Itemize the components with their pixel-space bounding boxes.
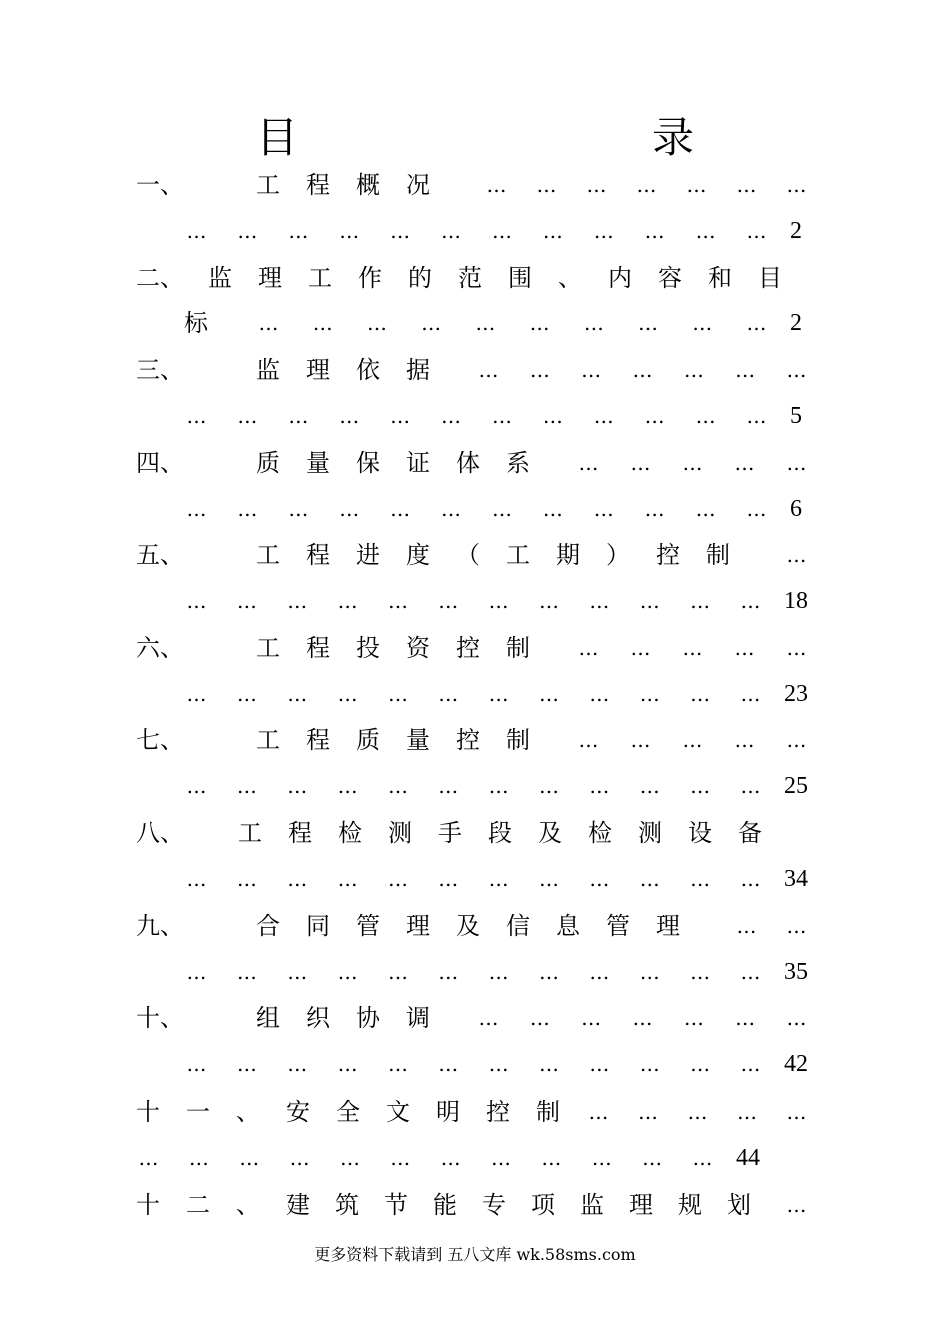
toc-page-number: 35 (784, 959, 808, 985)
toc-title: 目 录 (255, 113, 784, 162)
toc-entry-2-line-1 (136, 258, 808, 298)
toc-entry-8-line-2 (184, 859, 808, 899)
toc-entry-number: 十、 (136, 1004, 184, 1032)
leader-dots: … … … … … … … … … … … … (186, 219, 766, 243)
toc-entry-number: 十二、 (136, 1191, 286, 1219)
footer-note: 更多资料下载请到 五八文库 wk.58sms.com (314, 1245, 636, 1264)
toc-page-number: 34 (784, 866, 808, 892)
leader-dots: … … … … … … … (478, 1006, 806, 1030)
leader-dots: … … … … … … … … … … … … (186, 960, 760, 984)
toc-page-number: 18 (784, 588, 808, 614)
toc-entry-number: 一、 (136, 171, 184, 199)
toc-entry-text: 监理依据 (256, 356, 456, 384)
leader-dots: … (786, 543, 806, 567)
leader-dots: … … … … … … … … … … … … (138, 1146, 712, 1170)
leader-dots: … (786, 1193, 806, 1217)
leader-dots: … … … … … … … … … … … … (186, 589, 760, 613)
leader-dots: … … … … … … … … … … (258, 311, 766, 335)
toc-entry-number: 二、 (136, 264, 184, 292)
toc-entry-7-line-2 (184, 766, 808, 806)
toc-entry-12-line-1 (136, 1185, 808, 1225)
toc-page-number: 5 (790, 403, 802, 429)
toc-entry-text: 合同管理及信息管理 (256, 912, 706, 940)
toc-entry-number: 四、 (136, 449, 184, 477)
toc-page-number: 2 (790, 310, 802, 336)
toc-entry-11-line-1 (136, 1092, 808, 1132)
toc-entry-1-line-2 (184, 211, 808, 251)
toc-entry-text: 工程进度（工期）控制 (256, 541, 756, 569)
toc-entry-6-line-2 (184, 674, 808, 714)
toc-page-number: 25 (784, 773, 808, 799)
toc-entry-text: 质量保证体系 (256, 449, 556, 477)
toc-entry-9-line-1 (136, 906, 808, 946)
toc-entry-text: 工程概况 (256, 171, 456, 199)
toc-page-number: 44 (736, 1145, 760, 1171)
toc-entry-2-line-2 (184, 303, 808, 343)
leader-dots: … … … … … (578, 728, 806, 752)
toc-entry-number: 六、 (136, 634, 184, 662)
toc-entry-9-line-2 (184, 952, 808, 992)
leader-dots: … … … … … (578, 636, 806, 660)
leader-dots: … … … … … … … … … … … … (186, 867, 760, 891)
toc-entry-text: 组织协调 (256, 1004, 456, 1032)
toc-entry-text: 工程投资控制 (256, 634, 556, 662)
toc-entry-3-line-2 (184, 396, 808, 436)
toc-entry-text: 建筑节能专项监理规划 (286, 1191, 776, 1219)
toc-entry-text: 安全文明控制 (286, 1098, 586, 1126)
leader-dots: … … … … … … … … … … … … (186, 404, 766, 428)
toc-entry-number: 七、 (136, 726, 184, 754)
toc-entry-text: 监理工作的范围、内容和目 (208, 264, 808, 292)
toc-entry-number: 三、 (136, 356, 184, 384)
toc-entry-text: 工程检测手段及检测设备 (238, 819, 788, 847)
toc-entry-4-line-1 (136, 443, 808, 483)
leader-dots: … … … … … … … … … … … … (186, 774, 760, 798)
toc-entry-10-line-1 (136, 998, 808, 1038)
toc-page-number: 23 (784, 681, 808, 707)
toc-entry-8-line-1 (136, 813, 808, 853)
leader-dots: … … (736, 914, 806, 938)
leader-dots: … … … … … (588, 1100, 806, 1124)
toc-entry-number: 五、 (136, 541, 184, 569)
toc-entry-text: 工程质量控制 (256, 726, 556, 754)
toc-entry-text-continued: 标 (184, 309, 208, 337)
toc-entry-5-line-1 (136, 535, 808, 575)
leader-dots: … … … … … (578, 451, 806, 475)
toc-entry-5-line-2 (184, 581, 808, 621)
toc-page-number: 2 (790, 218, 802, 244)
toc-entry-11-line-2 (136, 1138, 760, 1178)
toc-entry-10-line-2 (184, 1044, 808, 1084)
toc-entry-6-line-1 (136, 628, 808, 668)
toc-entry-4-line-2 (184, 489, 808, 529)
toc-entry-1-line-1 (136, 165, 808, 205)
leader-dots: … … … … … … … (486, 173, 806, 197)
toc-entry-number: 九、 (136, 912, 184, 940)
toc-page-number: 42 (784, 1051, 808, 1077)
toc-entry-7-line-1 (136, 720, 808, 760)
toc-entry-number: 八、 (136, 819, 184, 847)
toc-entry-number: 十一、 (136, 1098, 286, 1126)
leader-dots: … … … … … … … … … … … … (186, 682, 760, 706)
leader-dots: … … … … … … … … … … … … (186, 1052, 760, 1076)
leader-dots: … … … … … … … (478, 358, 806, 382)
leader-dots: … … … … … … … … … … … … (186, 497, 766, 521)
toc-page-number: 6 (790, 496, 802, 522)
toc-entry-3-line-1 (136, 350, 808, 390)
